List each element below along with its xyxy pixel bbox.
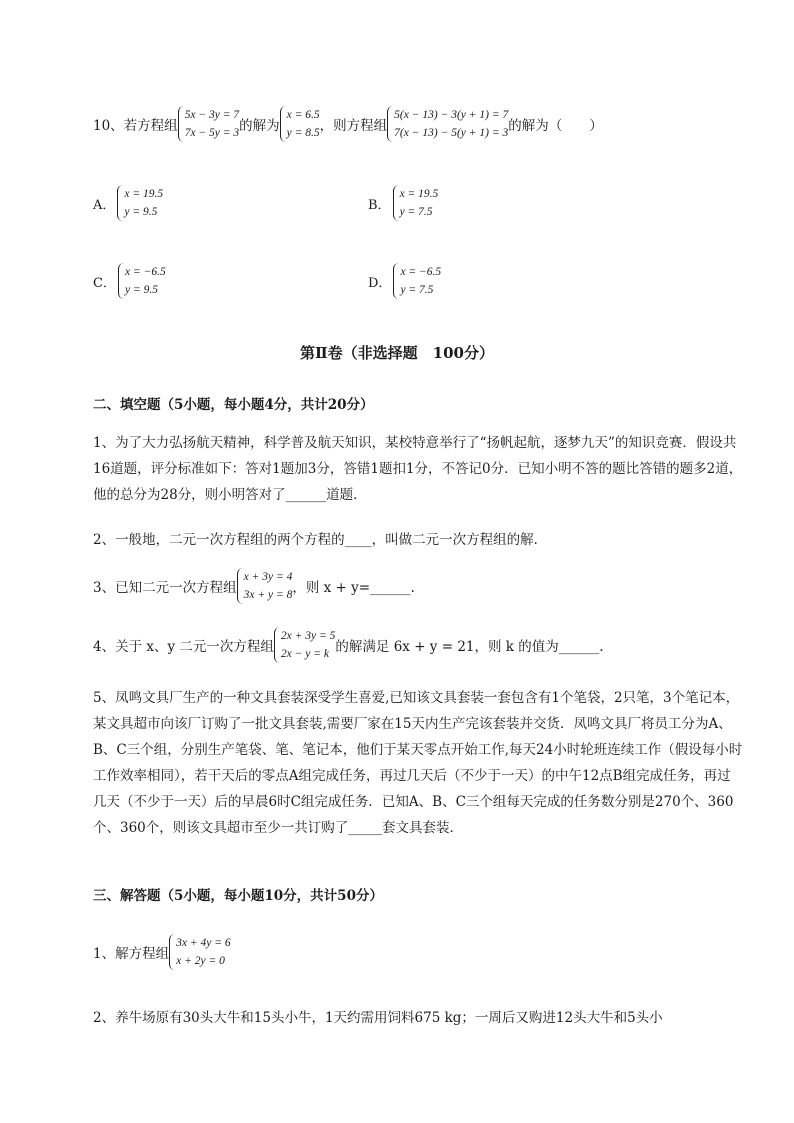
- option-label: B．: [368, 197, 391, 213]
- brace-icon: [169, 934, 176, 970]
- equation: 2x + 3y = 5: [280, 630, 336, 642]
- brace-icon: [393, 263, 400, 299]
- s3q1-system: [169, 934, 230, 970]
- equation: 7x − 5y = 3: [184, 127, 240, 139]
- equation: x = 19.5: [399, 188, 439, 200]
- option-b[interactable]: [368, 185, 438, 221]
- equation: y = 7.5: [399, 206, 433, 218]
- q10-system-1: [178, 106, 239, 142]
- q3-system: [237, 568, 293, 604]
- brace-icon: [118, 263, 125, 299]
- equation: 3x + 4y = 6: [176, 937, 231, 949]
- question-10: [93, 106, 603, 142]
- equation: y = 9.5: [124, 284, 158, 296]
- solve-question-2: 2、养牛场原有30头大牛和15头小牛，1天约需用饲料675 kg；一周后又购进12头大牛和5头小: [93, 1010, 663, 1026]
- equation: x = −6.5: [400, 266, 442, 278]
- option-label: A．: [93, 197, 116, 213]
- fill-question-3: [93, 568, 415, 604]
- q4-prefix: 4、关于 x、y 二元一次方程组: [93, 639, 274, 655]
- equation: 5(x − 13) − 3(y + 1) = 7: [394, 109, 509, 121]
- brace-icon: [387, 106, 394, 142]
- option-d[interactable]: [368, 263, 441, 299]
- option-label: D．: [368, 275, 392, 291]
- q10-prefix: 10、若方程组: [93, 118, 178, 134]
- equation: 5x − 3y = 7: [184, 109, 240, 121]
- equation: x = −6.5: [124, 266, 166, 278]
- option-system: [393, 263, 441, 299]
- equation: x = 6.5: [286, 109, 320, 121]
- q10-solution-1: [280, 106, 320, 142]
- brace-icon: [178, 106, 185, 142]
- q3-suffix: ，则 x + y=______.: [292, 580, 415, 596]
- equation: 2x − y = k: [280, 648, 330, 660]
- section-2-heading: 二、填空题（5小题，每小题4分，共计20分）: [93, 397, 374, 413]
- brace-icon: [393, 185, 400, 221]
- option-a[interactable]: [93, 185, 163, 221]
- equation: x + 3y = 4: [243, 571, 293, 583]
- q10-mid2: ，则方程组: [319, 118, 388, 134]
- option-system: [393, 185, 439, 221]
- equation: 3x + y = 8: [243, 589, 293, 601]
- fill-question-1: 1、为了大力弘扬航天精神，科学普及航天知识，某校特意举行了“扬帆起航，逐梦九天”的知识竞赛．假设共16道题，评分标准如下：答对1题加3分，答错1题扣1分，不答记0分．已知小明不答的题比答错的题多2道，他的总分为28分，则小明答对了______道题．: [93, 435, 743, 503]
- q4-system: [274, 627, 335, 663]
- section-3-heading: 三、解答题（5小题，每小题10分，共计50分）: [93, 888, 383, 904]
- equation: y = 9.5: [124, 206, 158, 218]
- option-system: [118, 263, 166, 299]
- fill-question-2: 2、一般地，二元一次方程组的两个方程的____，叫做二元一次方程组的解．: [93, 532, 548, 548]
- q3-prefix: 3、已知二元一次方程组: [93, 580, 237, 596]
- q10-mid1: 的解为: [239, 118, 280, 134]
- brace-icon: [280, 106, 287, 142]
- option-label: C．: [93, 275, 116, 291]
- q10-system-2: [387, 106, 508, 142]
- s3q1-prefix: 1、解方程组: [93, 946, 170, 962]
- option-c[interactable]: [93, 263, 166, 299]
- q4-suffix: 的解满足 6x + y = 21，则 k 的值为______.: [335, 639, 604, 655]
- equation: x + 2y = 0: [176, 955, 225, 967]
- equation: y = 8.5: [286, 127, 320, 139]
- equation: x = 19.5: [124, 188, 164, 200]
- fill-question-5: 5、凤鸣文具厂生产的一种文具套装深受学生喜爱,已知该文具套装一套包含有1个笔袋，2只笔，3个笔记本，某文具超市向该厂订购了一批文具套装,需要厂家在15天内生产完该套装并交货．凤鸣文具厂将员工分为A、B、C三个组，分别生产笔袋、笔、笔记本，他们于某天零点开始工作,每天24小时轮班连续工作（假设每小时工作效率相同），若干天后的零点A组完成任务，再过几天后（不少于一天）的中午12点B组完成任务，再过几天（不少于一天）后的早晨6时C组完成任务．已知A、B、C三个组每天完成的任务数分别是270个、360个、360个，则该文具超市至少一共订购了_____套文具套装．: [93, 690, 743, 836]
- brace-icon: [237, 568, 244, 604]
- equation: y = 7.5: [400, 284, 434, 296]
- option-system: [117, 185, 163, 221]
- fill-question-4: [93, 627, 604, 663]
- brace-icon: [274, 627, 281, 663]
- equation: 7(x − 13) − 5(y + 1) = 3: [394, 127, 509, 139]
- solve-question-1: [93, 934, 231, 970]
- q10-suffix: 的解为（ ）: [508, 118, 603, 134]
- part-2-title: 第Ⅱ卷（非选择题 100分）: [300, 344, 494, 362]
- brace-icon: [117, 185, 124, 221]
